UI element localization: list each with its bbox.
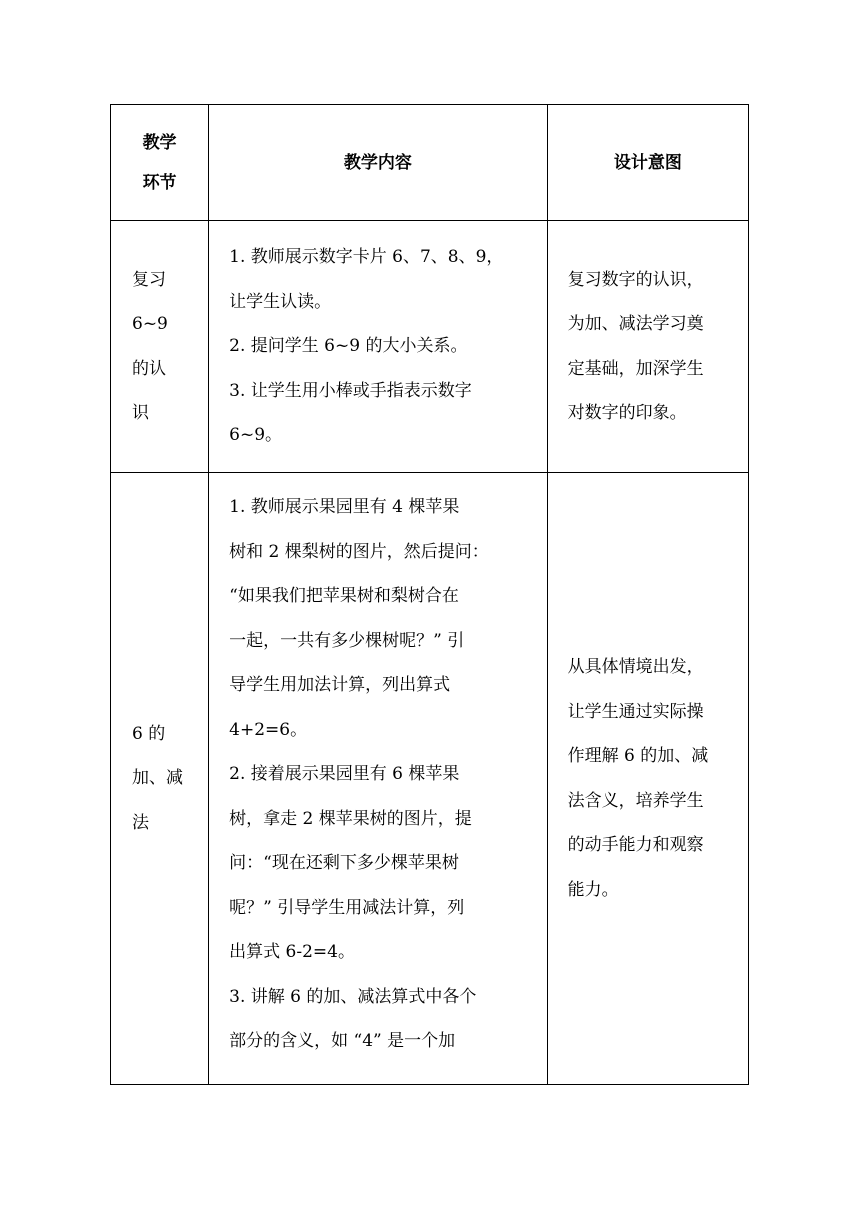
- row1-content-line: 1. 教师展示数字卡片 6、7、8、9，: [229, 247, 504, 268]
- row2-content-line: 4+2=6。: [229, 719, 308, 740]
- row1-content-line: 让学生认读。: [229, 291, 332, 312]
- table-header-row: [111, 105, 749, 221]
- header-stage-line-1: 教学: [142, 132, 177, 153]
- header-stage-cell: [111, 105, 209, 221]
- row2-content-line: “如果我们把苹果树和梨树合在: [229, 586, 459, 606]
- row2-content-line: 树和 2 棵梨树的图片，然后提问：: [229, 541, 489, 562]
- row1-stage-line: 的认: [132, 358, 166, 379]
- row2-intent-line: 法含义，培养学生: [567, 790, 704, 811]
- table-row: [111, 221, 749, 473]
- row2-content-line: 2. 接着展示果园里有 6 棵苹果: [229, 764, 460, 784]
- row2-content-line: 问：“现在还剩下多少棵苹果树: [229, 853, 459, 873]
- row2-intent-line: 从具体情境出发，: [567, 657, 704, 677]
- row2-stage-line: 法: [132, 812, 149, 833]
- row1-content-line: 2. 提问学生 6~9 的大小关系。: [229, 336, 468, 357]
- row1-stage-line: 复习: [132, 269, 166, 290]
- row1-intent-line: 为加、减法学习奠: [567, 314, 704, 334]
- row2-content-line: 树，拿走 2 棵苹果树的图片，提: [229, 808, 472, 829]
- row2-intent-line: 作理解 6 的加、减: [567, 746, 709, 766]
- row2-content-line: 呢？” 引导学生用减法计算，列: [229, 897, 465, 918]
- row1-intent-line: 定基础，加深学生: [567, 358, 704, 379]
- row2-stage-line: 6 的: [132, 723, 166, 744]
- row2-content-line: 3. 讲解 6 的加、减法算式中各个: [229, 986, 477, 1007]
- row2-stage-line: 加、减: [132, 768, 183, 789]
- row2-stage-cell: [111, 473, 209, 1085]
- header-stage-line-2: 环节: [142, 172, 177, 193]
- row1-intent-line: 对数字的印象。: [567, 403, 687, 423]
- row1-stage-line: 6~9: [132, 314, 168, 334]
- row2-content-line: 导学生用加法计算，列出算式: [229, 675, 451, 695]
- header-content-label: 教学内容: [343, 152, 412, 173]
- row1-intent-line: 复习数字的认识，: [567, 269, 704, 290]
- header-intent-cell: [547, 105, 748, 221]
- row1-intent-cell: [547, 221, 748, 473]
- row2-content-cell: [209, 473, 548, 1085]
- row2-content-line: 1. 教师展示果园里有 4 棵苹果: [229, 497, 460, 517]
- row2-intent-line: 让学生通过实际操: [567, 701, 704, 722]
- row2-content-line: 出算式 6-2=4。: [229, 942, 355, 962]
- row1-stage-line: 识: [132, 403, 149, 423]
- header-content-cell: [209, 105, 548, 221]
- row1-content-line: 6~9。: [229, 425, 283, 446]
- lesson-plan-table: [110, 104, 749, 1085]
- row1-content-cell: [209, 221, 548, 473]
- row1-content-line: 3. 让学生用小棒或手指表示数字: [229, 380, 472, 401]
- row2-content-line: 部分的含义，如 “4” 是一个加: [229, 1031, 456, 1051]
- table-row: [111, 473, 749, 1085]
- row2-intent-line: 的动手能力和观察: [567, 835, 704, 855]
- row2-intent-line: 能力。: [567, 879, 619, 900]
- row2-intent-cell: [547, 473, 748, 1085]
- header-intent-label: 设计意图: [613, 152, 682, 173]
- row2-content-line: 一起，一共有多少棵树呢？” 引: [229, 630, 465, 651]
- row1-stage-cell: [111, 221, 209, 473]
